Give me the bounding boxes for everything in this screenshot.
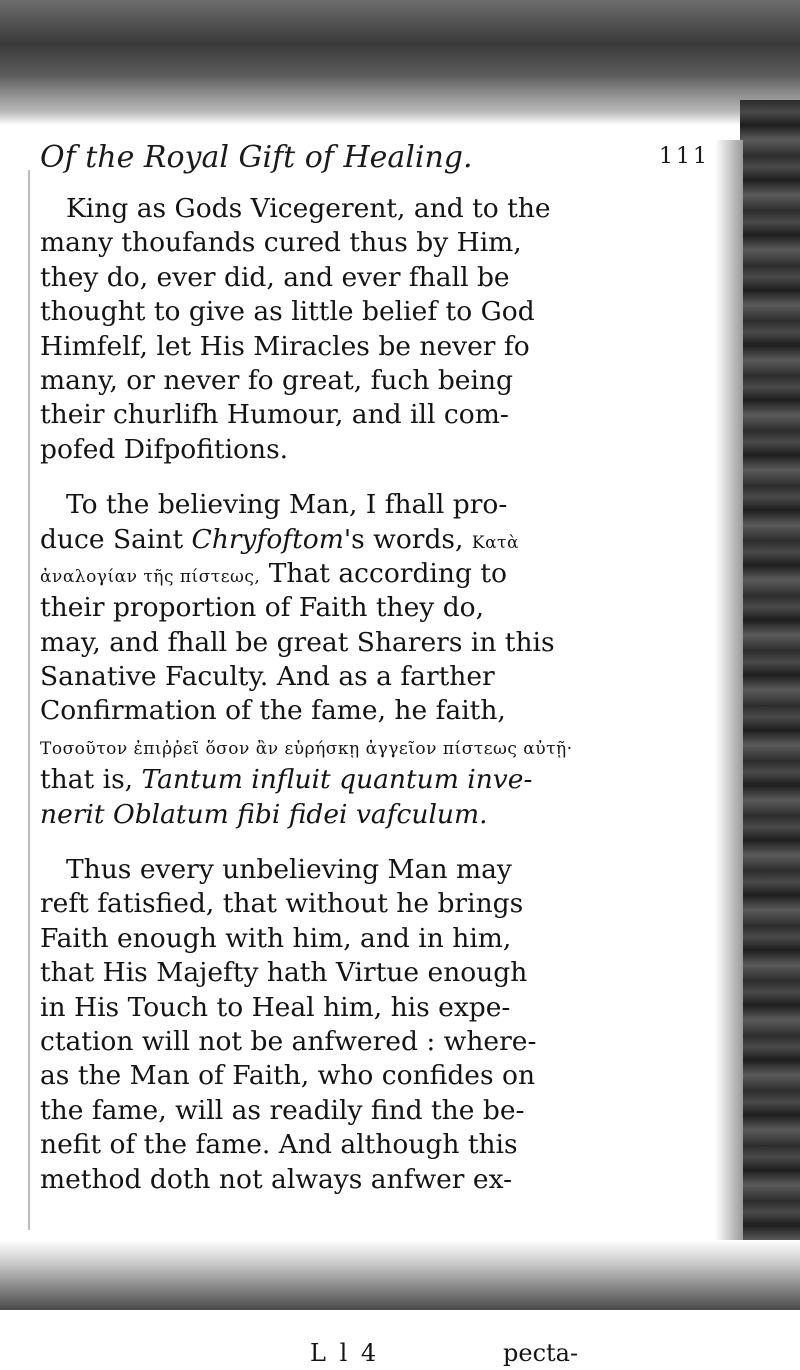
text-line: their churlifh Humour, and ill com-	[40, 399, 509, 431]
signature-mark: L l 4	[310, 1339, 380, 1367]
text-line: thought to give as little belief to God	[40, 296, 535, 328]
text-run: Confirmation of the fame, he faith,	[40, 695, 506, 727]
margin-rule	[28, 170, 30, 1230]
text-line	[40, 488, 705, 522]
text-line: that His Majefty hath Virtue enough	[40, 957, 528, 989]
text-line: many thoufands cured thus by Him,	[40, 227, 522, 259]
text-line: as the Man of Faith, who confides on	[40, 1060, 536, 1092]
book-binding	[740, 100, 800, 1310]
text-run: To the believing Man, I fhall pro-	[66, 489, 508, 521]
text-line	[40, 798, 705, 832]
text-line: Faith enough with him, and in him,	[40, 922, 512, 954]
text-line	[40, 660, 705, 694]
text-run: Sanative Faculty. And as a farther	[40, 661, 495, 693]
paragraph-gap	[40, 832, 705, 853]
text-line: Himfelf, let His Miracles be never fo	[40, 330, 530, 362]
text-line	[40, 523, 705, 557]
running-title: Of the Royal Gift of Healing.	[40, 140, 473, 175]
text-line	[40, 763, 705, 797]
greek-text: ἀναλογίαν τῆς πίστεως,	[40, 566, 261, 587]
text-line: method doth not always anfwer ex-	[40, 1163, 513, 1195]
text-run: may, and fhall be great Sharers in this	[40, 626, 555, 658]
text-line	[40, 591, 705, 625]
text-line: King as Gods Vicegerent, and to the	[66, 193, 551, 224]
catchword: pecta-	[503, 1339, 579, 1367]
text-line: ctation will not be anfwered : where-	[40, 1025, 537, 1057]
text-run: 's words,	[343, 523, 472, 555]
greek-text: Τοσοῦτον ἐπιῤῥεῖ ὅσον ἂν εὑρήσκῃ ἀγγεῖον πίστεως αὐτῇ·	[40, 738, 573, 759]
body-text	[40, 192, 705, 1367]
paragraph-gap	[40, 467, 705, 488]
text-line: the fame, will as readily find the be-	[40, 1094, 525, 1126]
running-header	[40, 140, 710, 182]
text-line: nefit of the fame. And although this	[40, 1129, 518, 1161]
text-line	[40, 729, 705, 763]
page-footer	[40, 1336, 705, 1370]
scan-bottom-border	[0, 1240, 800, 1310]
text-run: that is,	[40, 764, 142, 796]
text-line: reft fatisfied, that without he brings	[40, 888, 524, 920]
text-run: duce Saint	[40, 523, 192, 555]
text-line: in His Touch to Heal him, his expe-	[40, 991, 511, 1023]
scan-top-border	[0, 0, 800, 125]
text-line: Thus every unbelieving Man may	[66, 854, 512, 886]
page-number: 111	[659, 144, 710, 169]
text-run-italic: Chryfoftom	[191, 523, 344, 555]
text-line: pofed Difpofitions.	[40, 433, 289, 465]
text-line	[40, 626, 705, 660]
text-run-italic: nerit Oblatum fibi fidei vafculum.	[40, 798, 488, 830]
text-run: their proportion of Faith they do,	[40, 592, 485, 624]
greek-text: Κατὰ	[471, 532, 519, 553]
text-run-italic: Tantum influit quantum inve-	[141, 764, 533, 796]
text-line: many, or never fo great, fuch being	[40, 364, 513, 396]
text-run: That according to	[260, 557, 507, 589]
page-gutter-shadow	[715, 140, 743, 1270]
text-line	[40, 557, 705, 591]
text-line: they do, ever did, and ever fhall be	[40, 261, 510, 293]
text-line	[40, 694, 705, 728]
